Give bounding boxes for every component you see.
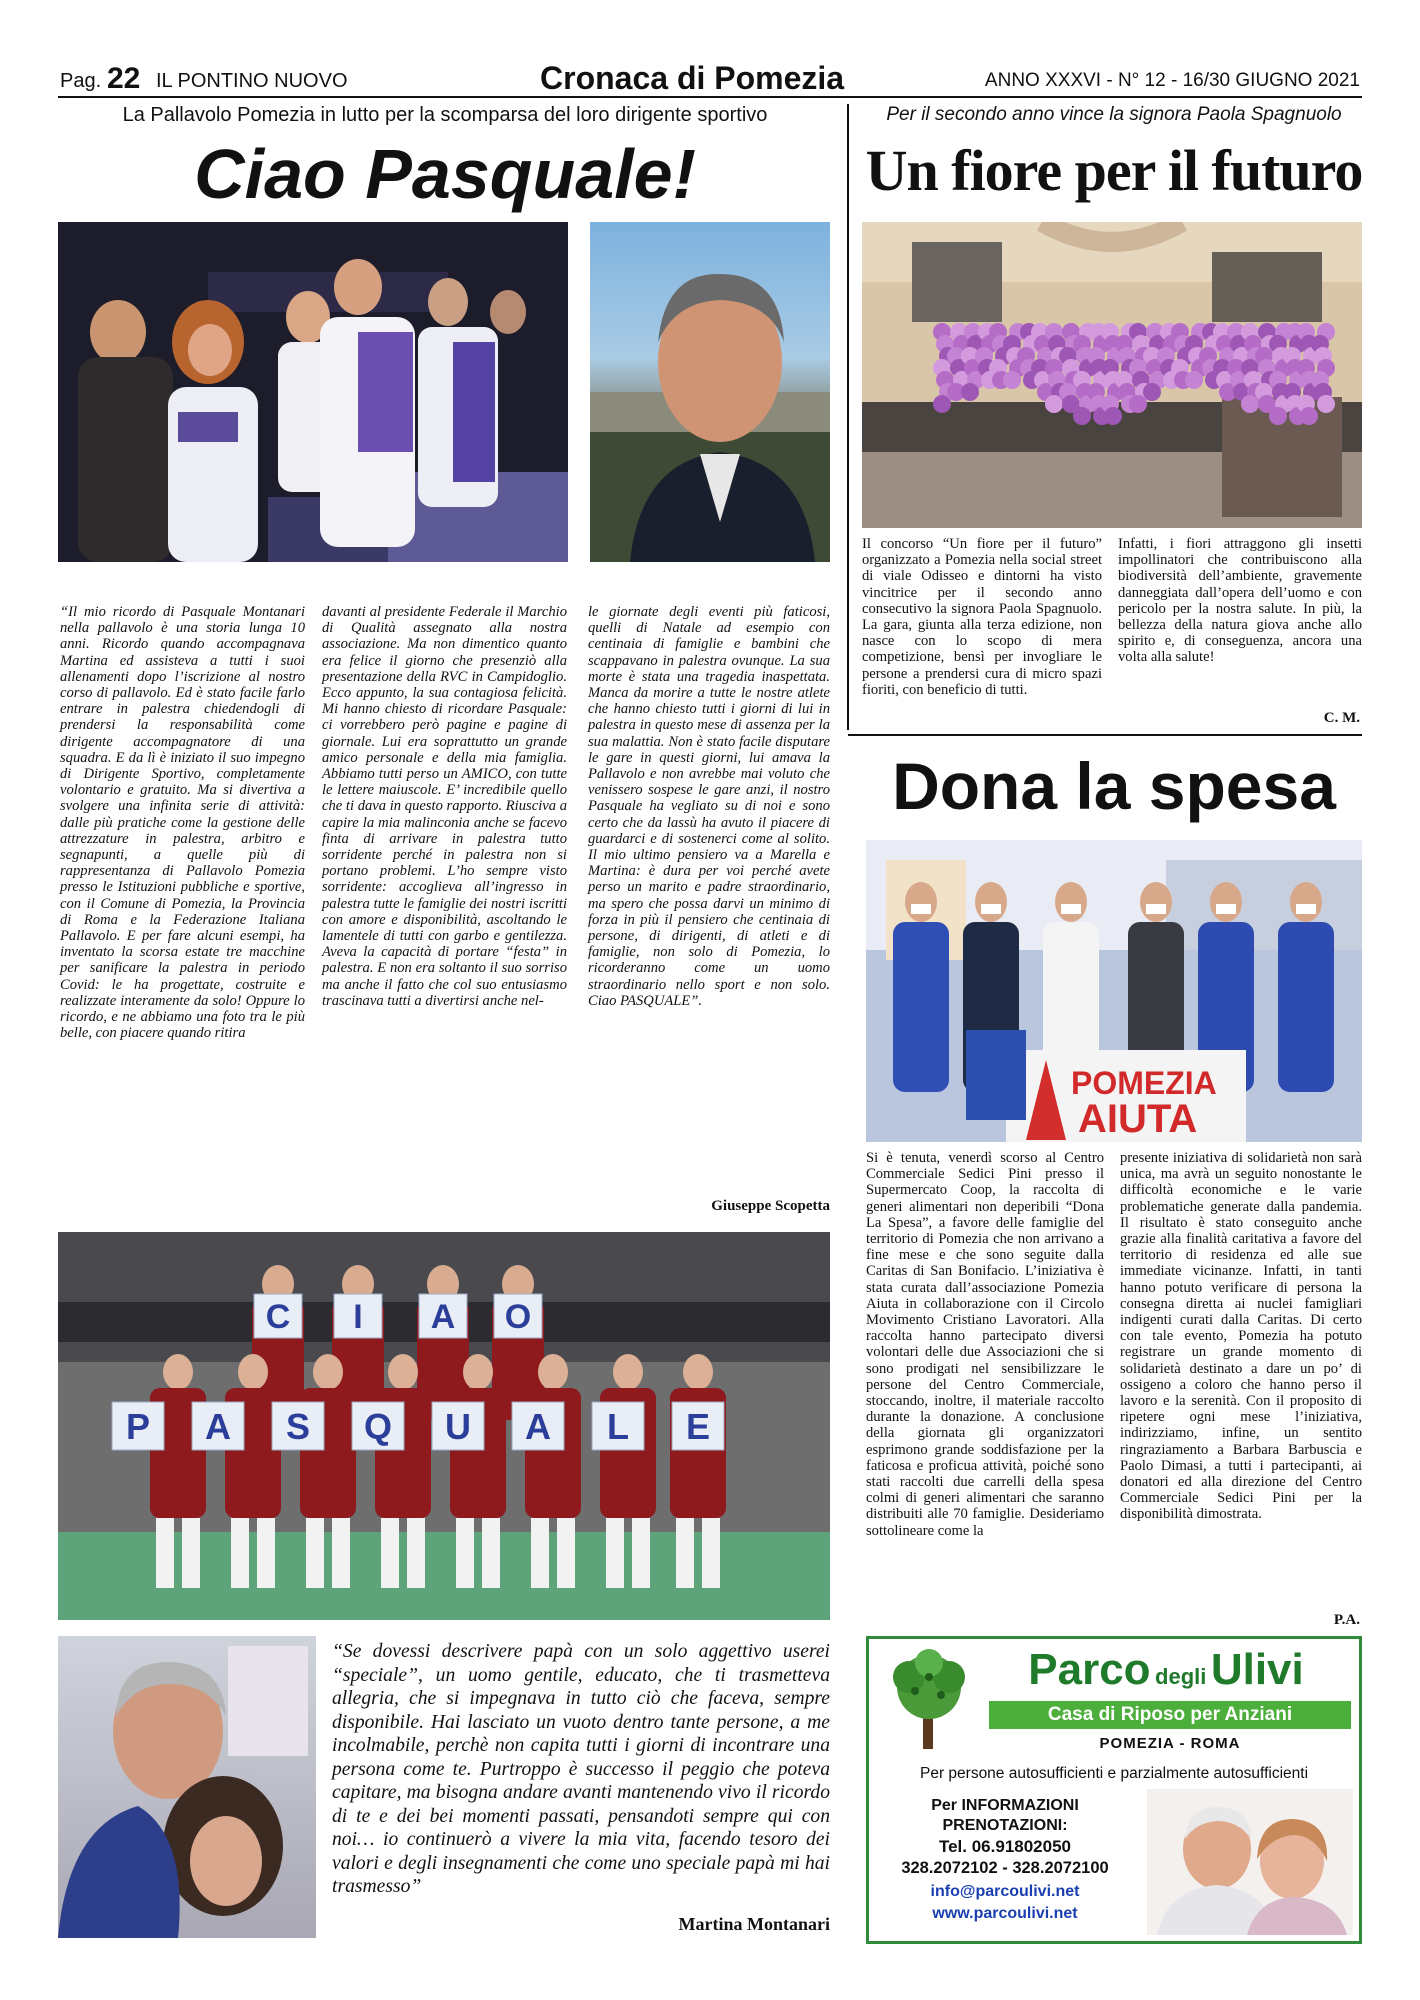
player-head [613, 1354, 643, 1390]
ceremony-photo-art [58, 222, 568, 562]
daughter-photo [58, 1636, 316, 1938]
volunteer-head [1140, 882, 1172, 922]
donation-photo [866, 840, 1362, 1142]
flower-cluster [1073, 407, 1091, 425]
ad-tagline: Per persone autosufficienti e parzialmente autosufficienti [919, 1765, 1309, 1782]
article3-column-2: presente iniziativa di solidarietà non sarà unica, ma avrà un seguito nonostante le difficoltà economiche e le varie problematiche generate dalla pandemia. Il risultato è stato conseguito anche grazie alla finalità caritativa a favore del territorio di residenza ed alle sue immediate vicinanze. Infatti, in tanti hanno potuto verificare di persona la consegna diretta ai nuclei famigliari indigenti curati dalla Caritas. Di certo con tale evento, Pomezia ha potuto registrare un grande momento di solidarietà destinato a dare un po’ di ossigeno a coloro che hanno perso il lavoro e la serenità. Con il proposito di ripetere ogni mese l’iniziativa, indirizziamo, infine, un sentito ringraziamento a Barbara Barbuscia e Paolo Dimasi, a tutti i partecipanti, ai donatori ed alla direzione del Centro Commerciale Sedici Pini per la disponibilità dimostrata. [1120, 1150, 1362, 1523]
player-sock [482, 1518, 500, 1588]
flower-cluster [1143, 383, 1161, 401]
letter-sign-text: E [685, 1406, 711, 1447]
letter-sign-text: I [353, 1298, 363, 1336]
portrait-photo-art [590, 222, 830, 562]
paper-name: IL PONTINO NUOVO [156, 70, 348, 92]
quote-signature: Martina Montanari [678, 1914, 830, 1934]
player-sock [257, 1518, 275, 1588]
flower-cluster [1300, 407, 1318, 425]
olive-tree-icon [879, 1647, 979, 1757]
flower-cluster [961, 383, 979, 401]
section-title: Cronaca di Pomezia [540, 60, 845, 96]
flower-cluster [1317, 395, 1335, 413]
article2-column-2: Infatti, i fiori attraggono gli insetti impollinatori che contribuiscono alla biodiversità dell’ambiente, gravemente danneggiata dall’opera dell’uomo e con pericolo per la nostra salute. In più, la bellezza della natura giova anche allo spirito e, di conseguenza, ancora una volta alla salute! [1118, 536, 1362, 666]
volunteer-mask [981, 904, 1001, 914]
article1-signature: Giuseppe Scopetta [711, 1198, 830, 1214]
ad-brand-degli: degli [1155, 1664, 1207, 1689]
article1-kicker: La Pallavolo Pomezia in lutto per la scomparsa del loro dirigente sportivo [122, 104, 768, 126]
team-photo [58, 1232, 830, 1620]
ad-brand-ulivi: Ulivi [1210, 1645, 1304, 1694]
player-sock [531, 1518, 549, 1588]
flower-cluster [1003, 371, 1021, 389]
player-sock [407, 1518, 425, 1588]
player-head [388, 1354, 418, 1390]
advertisement[interactable] [866, 1636, 1362, 1944]
player-sock [456, 1518, 474, 1588]
issue-info: ANNO XXXVI - N° 12 - 16/30 GIUGNO 2021 [984, 70, 1360, 91]
daughter-photo-art [58, 1636, 316, 1938]
article3-title: Dona la spesa [892, 749, 1336, 823]
flower-cluster [1129, 395, 1147, 413]
player-sock [632, 1518, 650, 1588]
ad-info-line1: Per INFORMAZIONI [931, 1797, 1079, 1814]
letter-sign-text: A [525, 1406, 551, 1447]
volunteer-mask [911, 904, 931, 914]
player-head [538, 1354, 568, 1390]
elderly-couple-photo [1147, 1789, 1353, 1935]
article1-column-2: davanti al presidente Federale il Marchio di Qualità assegnato alla nostra associazione. Ma non dimentico quanto era felice il giorno che presenziò alla presentazione della RVC in Campidoglio. Ecco appunto, la sua contagiosa felicità. Mi hanno chiesto di ricordare Pasquale: ci vorrebbero però pagine e pagine di giornale. Lui era soprattutto un grande amico personale e della mia famiglia. Abbiamo tutti perso un AMICO, con tutte le lettere maiuscole. E’ incredibile quello che ti dava in questo rapporto. Riusciva a capire la mia malinconia anche se facevo finta di arrivare in palestra tutto sorridente perché in palestra non si portano problemi. L’ho sempre visto sorridente: accoglieva all’ingresso in palestra tutte le famiglie dei nostri iscritti con amore e disponibilità, ascoltando le lamentele di tutti con garbo e gentilezza. Aveva la capacità di portare “festa” in palestra. E non era soltanto il suo sorriso ma anche il fatto che col suo entusiasmo trascinava tutti a divertirsi anche nel- [322, 604, 567, 1009]
flower-cluster [1104, 407, 1122, 425]
player-sock [231, 1518, 249, 1588]
ad-info-line2: PRENOTAZIONI: [942, 1817, 1068, 1834]
volunteer-mask [1216, 904, 1236, 914]
letter-sign-text: P [125, 1406, 151, 1447]
flower-cluster [933, 395, 951, 413]
flower-cluster [1269, 407, 1287, 425]
player-sock [702, 1518, 720, 1588]
flower-cluster [1241, 395, 1259, 413]
player-sock [156, 1518, 174, 1588]
player-head [163, 1354, 193, 1390]
daughter-quote: “Se dovessi descrivere papà con un solo aggettivo userei “speciale”, un uomo gentile, educato, che ti trasmetteva allegria, che si impegnava in tutto ciò che faceva, sempre disponibile. Hai lasciato un vuoto dentro tante persone, a me incolmabile, perchè non capita tutti i giorni di incontrare una persona come te. Purtroppo è successo il peggio che poteva capitare, ma bisogna andare avanti mantenendo vivo il ricordo di te e dei bei momenti passati, pensandoti sempre qui con noi… io continuerò a vivere la mia vita, facendo tesoro dei valori e degli insegnamenti che come uno speciale papà mi hai trasmesso” [332, 1641, 830, 1897]
ad-brand-parco: Parco [1028, 1645, 1151, 1694]
vertical-divider [847, 104, 849, 730]
page-header [60, 60, 1360, 96]
article2-signature: C. M. [1323, 710, 1360, 726]
player-head [313, 1354, 343, 1390]
article3-column-1: Si è tenuta, venerdì scorso al Centro Commerciale Sedici Pini presso il Supermercato Coop, la raccolta di generi alimentari non deperibili “Dona La Spesa”, a favore delle famiglie del territorio di Pomezia che non arrivano a fine mese e che sono seguite dalla Caritas di San Bonifacio. L’iniziativa è stata curata dall’associazione Pomezia Aiuta in collaborazione con il Circolo Movimento Cristiano Lavoratori. Alla raccolta hanno partecipato diversi volontari delle due Associazioni che si sono prodigati nel sensibilizzare le persone del Centro Commerciale, stoccando, inoltre, il materiale raccolto durante la donazione. A conclusione della giornata gli organizzatori esprimono grande soddisfazione per la faticosa e proficua attività, poiché sono stati raccolti due carrelli della spesa colmi di generi alimentari che saranno distribuiti alle 70 famiglie. Desideriamo sottolineare come la [866, 1150, 1104, 1539]
pag-label: Pag. [60, 70, 102, 92]
volunteer-body [1278, 922, 1334, 1092]
article1-column-3: le giornate degli eventi più faticosi, quelli di Natale ad esempio con centinaia di famiglie e bambini che scappavano in palestra ovunque. La sua morte è stata una tragedia inaspettata. Manca da morire a tutte le nostre atlete che hanno chiesto tutti i giorni di lui in palestra in questo mese di assenza per la sua malattia. Non è stato facile disputare le gare in questi giorni, lui amava la Pallavolo e non avrebbe mai voluto che venissero sospese le gare anzi, il nostro Pasquale ha vegliato su di noi e sono certo che da lassù ha avuto il piacere di guardarci e di sostenerci come al solito. Il mio ultimo pensiero va a Marella e Martina: è dura per voi perché avete perso un marito e padre straordinario, ma spero che possa darvi un minimo di forza in più il pensiero che centinaia di persone, di dirigenti, di atleti e di famiglie, non solo di Pomezia, lo ricorderanno come un uomo straordinario nello sport e non solo. Ciao PASQUALE”. [588, 604, 830, 1009]
volunteer-head [905, 882, 937, 922]
donation-photo-art [866, 840, 1362, 1142]
article3-signature: P.A. [1333, 1612, 1360, 1628]
balcony-photo [862, 222, 1362, 528]
team-photo-art [58, 1232, 830, 1620]
letter-sign-text: A [430, 1298, 456, 1336]
player-head [683, 1354, 713, 1390]
balcony-photo-art [862, 222, 1362, 528]
flower-cluster [1185, 371, 1203, 389]
portrait-photo [590, 222, 830, 562]
player-head [463, 1354, 493, 1390]
player-sock [557, 1518, 575, 1588]
article2-title: Un fiore per il futuro [865, 138, 1363, 203]
player-sock [606, 1518, 624, 1588]
player-sock [306, 1518, 324, 1588]
ad-location: POMEZIA - ROMA [1099, 1735, 1241, 1752]
banner-pomezia: POMEZIA [1071, 1065, 1217, 1101]
player-sock [676, 1518, 694, 1588]
volunteer-head [1290, 882, 1322, 922]
ad-mobiles[interactable]: 328.2072102 - 328.2072100 [901, 1859, 1109, 1877]
player-head [238, 1354, 268, 1390]
letter-sign-text: L [607, 1406, 629, 1447]
player-sock [182, 1518, 200, 1588]
letter-sign-text: U [445, 1406, 471, 1447]
ceremony-photo [58, 222, 568, 562]
letter-sign-text: A [205, 1406, 231, 1447]
player-sock [332, 1518, 350, 1588]
banner-aiuta: AIUTA [1078, 1097, 1198, 1141]
article1-column-1: “Il mio ricordo di Pasquale Montanari nella pallavolo è una storia lunga 10 anni. Ricordo quando accompagnava Martina ed assisteva a tutti i suoi allenamenti dopo l’iscrizione al nostro corso di pallavolo. Ed è stato facile farlo entrare in palestra chiedendogli di prendersi la responsabilità come dirigente accompagnatore di una squadra. E da lì è iniziato il suo impegno di Dirigente Sportivo, completamente volontario e gratuito. Ma si divertiva a svolgere una infinita serie di attività: dalle più pratiche come la gestione delle attrezzature in palestra, arbitro e segnapunti, a quelle più di rappresentanza di Pallavolo Pomezia presso le Istituzioni pubbliche e sportive, con il Comune di Pomezia, la Provincia di Roma e la Federazione Italiana Pallavolo. E per fare alcuni esempi, ha inventato la scorsa estate tre macchine per sanificare la palestra in periodo Covid: le ha progettate, costruite e realizzate interamente da solo! Oppure lo ricordo, e ne abbiamo una foto tra le più belle, con piacere quando ritira [60, 604, 305, 1042]
ad-brand [981, 1645, 1351, 1695]
article1-title: Ciao Pasquale! [194, 135, 696, 213]
article2-column-1: Il concorso “Un fiore per il futuro” organizzato a Pomezia nella social street di viale Odisseo e dintorni ha visto vincitrice per il secondo anno consecutivo la signora Paola Spagnuolo. La gara, giunta alla terza edizione, non nasce con lo scopo di mera competizione, bensì per invogliare le persone a prendersi cura di micro spazi fioriti, con beneficio di tutti. [862, 536, 1102, 698]
letter-sign-text: C [265, 1298, 291, 1336]
volunteer-mask [1061, 904, 1081, 914]
ad-email[interactable]: info@parcoulivi.net [930, 1883, 1080, 1900]
letter-sign-text: S [285, 1406, 311, 1447]
volunteer-head [1210, 882, 1242, 922]
header-rule [58, 96, 1362, 98]
letter-sign-text: O [504, 1298, 532, 1336]
volunteer-head [1055, 882, 1087, 922]
ad-phone[interactable]: Tel. 06.91802050 [938, 1837, 1071, 1856]
player-sock [381, 1518, 399, 1588]
letter-sign-text: Q [363, 1406, 393, 1447]
volunteer-body [893, 922, 949, 1092]
ad-band: Casa di Riposo per Anziani [989, 1701, 1351, 1729]
article2-kicker: Per il secondo anno vince la signora Paola Spagnuolo [886, 104, 1342, 125]
volunteer-head [975, 882, 1007, 922]
page-number: 22 [107, 62, 141, 95]
ad-website[interactable]: www.parcoulivi.net [932, 1905, 1078, 1922]
volunteer-mask [1296, 904, 1316, 914]
flower-cluster [1045, 395, 1063, 413]
article2-bottom-rule [848, 734, 1362, 736]
volunteer-mask [1146, 904, 1166, 914]
